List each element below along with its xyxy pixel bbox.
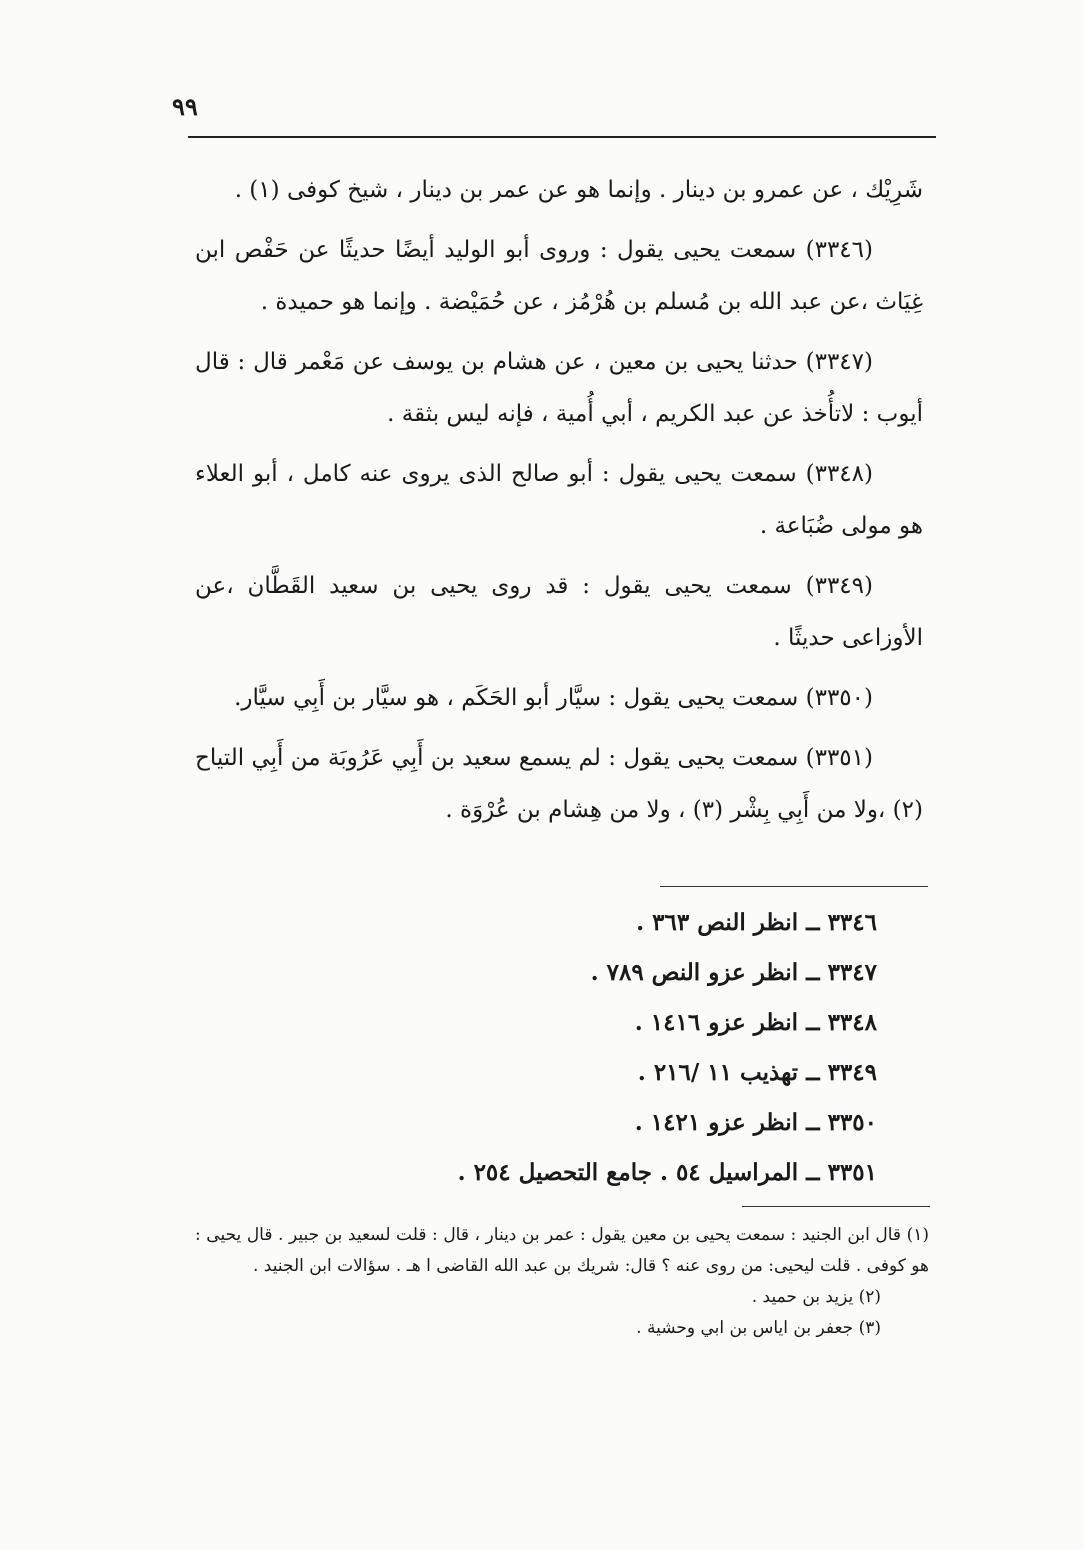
reference-item: ٣٣٥١ ــ المراسيل ٥٤ . جامع التحصيل ٢٥٤ . [457, 1159, 877, 1186]
paragraph: (٣٣٥١) سمعت يحيى يقول : لم يسمع سعيد بن أَبِي عَرُوبَة من أَبِي التياح (٢) ،ولا من أَبِي بِشْر (٣) ، ولا من هِشام بن عُرْوَة . [195, 745, 923, 823]
reference-list [195, 898, 877, 1198]
paragraph: (٣٣٥٠) سمعت يحيى يقول : سيَّار أبو الحَكَم ، هو سيَّار بن أَبِي سيَّار. [234, 685, 873, 711]
section-divider [660, 886, 928, 887]
footnote: (٣) جعفر بن اياس بن ابي وحشية . [636, 1318, 881, 1338]
reference-item: ٣٣٥٠ ــ انظر عزو ١٤٢١ . [634, 1109, 877, 1136]
footnote: (١) قال ابن الجنيد : سمعت يحيى بن معين يقول : عمر بن دينار ، قال : قلت لسعيد بن جبير . قال يحيى : هو كوفى . قلت ليحيى: من روى عنه ؟ قال: شريك بن عبد الله القاضى ا هـ . سؤالات ابن الجنيد . [195, 1225, 929, 1276]
paragraph: (٣٣٤٩) سمعت يحيى يقول : قد روى يحيى بن سعيد القَطَّان ،عن الأوزاعى حديثًا . [195, 573, 923, 651]
reference-item: ٣٣٤٧ ــ انظر عزو النص ٧٨٩ . [590, 959, 877, 986]
paragraph: شَرِيْك ، عن عمرو بن دينار . وإنما هو عن عمر بن دينار ، شيخ كوفى (١) . [234, 177, 923, 203]
paragraph: (٣٣٤٧) حدثنا يحيى بن معين ، عن هشام بن يوسف عن مَعْمر قال : قال أيوب : لاتأُخذ عن عبد الكريم ، أبي أُمية ، فإنه ليس بثقة . [195, 349, 923, 427]
footnotes [195, 1220, 929, 1344]
footnote-divider [742, 1206, 930, 1207]
reference-item: ٣٣٤٩ ــ تهذيب ١١ /٢١٦ . [637, 1059, 877, 1086]
reference-item: ٣٣٤٨ ــ انظر عزو ١٤١٦ . [634, 1009, 877, 1036]
main-text [195, 164, 923, 844]
header-rule [188, 136, 936, 138]
reference-item: ٣٣٤٦ ــ انظر النص ٣٦٣ . [636, 909, 877, 936]
footnote: (٢) يزيد بن حميد . [751, 1287, 881, 1307]
paragraph: (٣٣٤٨) سمعت يحيى يقول : أبو صالح الذى يروى عنه كامل ، أبو العلاء هو مولى ضُبَاعة . [195, 461, 923, 539]
page-number: ٩٩ [172, 92, 198, 121]
paragraph: (٣٣٤٦) سمعت يحيى يقول : وروى أبو الوليد أيضًا حديثًا عن حَفْص ابن غِيَاث ،عن عبد الله بن مُسلم بن هُرْمُز ، عن حُمَيْضة . وإنما هو حميدة . [195, 237, 923, 315]
